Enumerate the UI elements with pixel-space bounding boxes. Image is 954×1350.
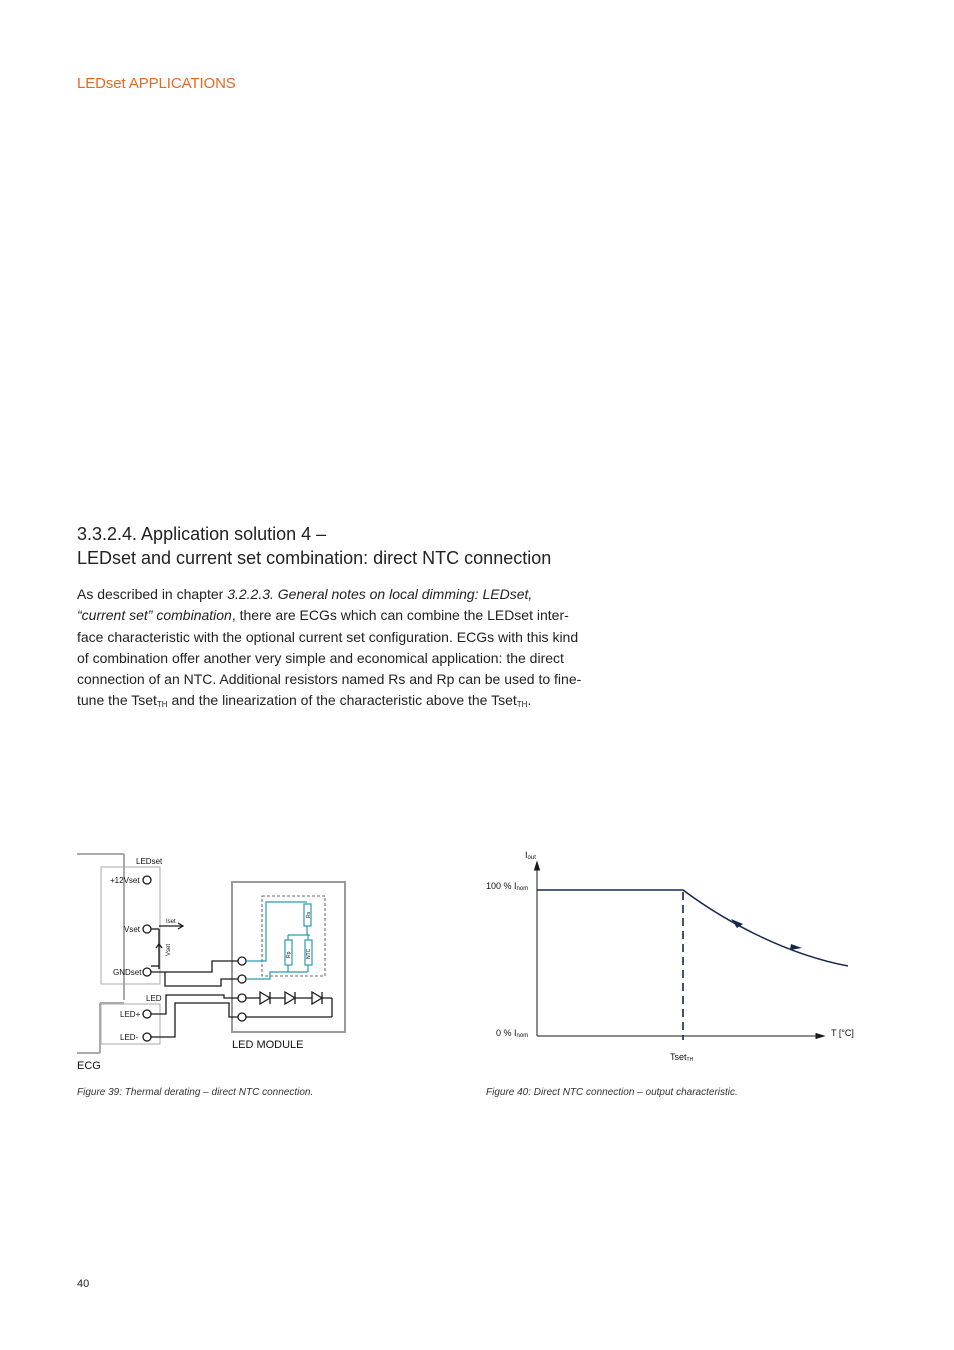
- ledplus-label: LED+: [120, 1010, 141, 1019]
- figure-39-caption: Figure 39: Thermal derating – direct NTC connection.: [77, 1087, 314, 1098]
- rs-label: Rs: [306, 911, 312, 918]
- x-axis-label: T [°C]: [831, 1028, 854, 1038]
- y-top-label: 100 % Inom: [486, 881, 529, 892]
- ntc-network: [246, 896, 325, 979]
- vset-arrow-label: Vset: [166, 943, 172, 956]
- ecg-label: ECG: [77, 1060, 101, 1072]
- chapter-reference: 3.2.2.3. General notes on local dimming: LEDset,: [227, 586, 533, 602]
- subscript: TH: [516, 700, 528, 710]
- rp-label: Rp: [286, 951, 292, 958]
- body-text: , there are ECGs which can combine the LEDset inter-: [231, 607, 569, 624]
- y-bottom-label: 0 % Inom: [496, 1028, 529, 1039]
- body-text: As described in chapter: [77, 586, 228, 602]
- y-axis-label: Iout: [525, 850, 536, 861]
- body-line: connection of an NTC. Additional resistors named Rs and Rp can be used to fine-: [77, 671, 582, 688]
- iset-label: Iset: [166, 919, 176, 925]
- body-line: of combination offer another very simple and economical application: the direct: [77, 649, 564, 666]
- ledminus-label: LED-: [120, 1033, 139, 1042]
- ledset-label: LEDset: [136, 857, 163, 866]
- body-text: .: [527, 692, 532, 709]
- subscript: TH: [156, 700, 168, 710]
- chapter-reference: “current set” combination: [77, 607, 232, 624]
- page-number: 40: [77, 1278, 90, 1290]
- section-header: LEDset APPLICATIONS: [77, 75, 236, 92]
- ntc-label: NTC: [306, 948, 312, 959]
- body-line: face characteristic with the optional current set configuration. ECGs with this kind: [77, 628, 579, 645]
- section-title-line-1: 3.3.2.4. Application solution 4 –: [77, 524, 327, 544]
- x-mark-label: TsetTH: [670, 1052, 694, 1063]
- body-text: and the linearization of the characteristic above the Tset: [167, 692, 517, 709]
- section-title-line-2: LEDset and current set combination: direct NTC connection: [77, 548, 552, 568]
- gndset-label: GNDset: [113, 968, 142, 977]
- vset-label: Vset: [124, 925, 141, 934]
- led-module-label: LED MODULE: [232, 1039, 304, 1051]
- v12-label: +12Vset: [110, 876, 140, 885]
- figure-40-caption: Figure 40: Direct NTC connection – output characteristic.: [486, 1087, 738, 1098]
- body-text: tune the Tset: [77, 692, 157, 709]
- led-label: LED: [146, 994, 162, 1003]
